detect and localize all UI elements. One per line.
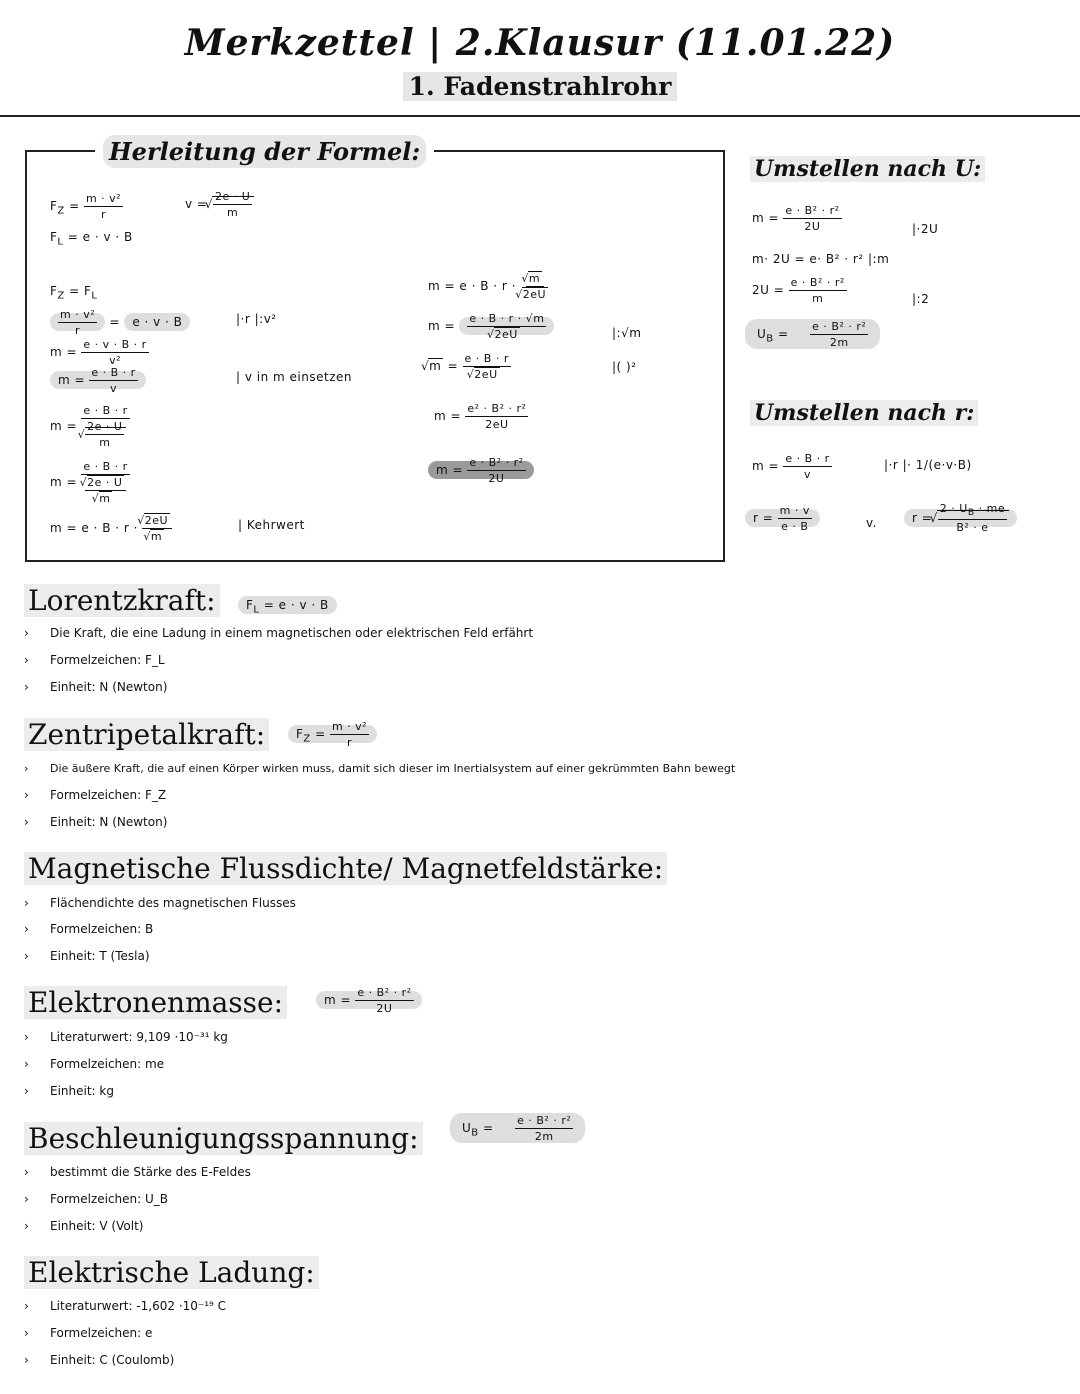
solve-r-result1: r = $\frac{m \cdot v}{e \cdot B}$ xyxy=(745,504,820,533)
solve-r-title: Umstellen nach r: xyxy=(750,400,978,426)
derivation-title: Herleitung der Formel: xyxy=(95,137,434,166)
formula-fz-fl: $F_Z = F_L$ xyxy=(50,284,98,302)
spannung-bullet-2: › Formelzeichen: U_B xyxy=(24,1192,169,1206)
solve-u-step1: m = $\frac{\text{e · B² · r²}}{2U}$ xyxy=(752,204,840,233)
formula-step4: m = e · B · r √ $\frac{2e \cdot U}{m}$ xyxy=(50,404,130,449)
ladung-bullet-2: › Formelzeichen: e xyxy=(24,1326,153,1340)
section-lorentz-title: Lorentzkraft: xyxy=(24,584,220,617)
page-subtitle: 1. Fadenstrahlrohr xyxy=(0,72,1080,101)
masse-bullet-2: › Formelzeichen: me xyxy=(24,1057,165,1071)
spannung-bullet-3: › Einheit: V (Volt) xyxy=(24,1219,144,1233)
zentripetal-bullet-1: › Die äußere Kraft, die auf einen Körper wirken muss, damit sich dieser im Inertialsystem auf einer gekrümmten Bahn bewegt xyxy=(24,762,736,775)
formula-step1: $\frac{\text{m · v²}}{r}$ = e · v · B xyxy=(50,308,190,337)
zentripetal-bullet-2: › Formelzeichen: F_Z xyxy=(24,788,167,802)
formula-step7: m = e · B · r · √ m √ 2eU xyxy=(428,272,550,301)
section-zentripetal-formula: $F_Z$ = $\frac{\text{m · v²}}{r}$ xyxy=(288,720,377,749)
solve-r-step1: m = $\frac{e \cdot B \cdot r}{v}$ xyxy=(752,452,830,481)
section-lorentz-formula: $F_L = e \cdot v \cdot B$ xyxy=(238,598,337,615)
lorentz-bullet-2: › Formelzeichen: F_L xyxy=(24,653,165,667)
note-insert: | v in m einsetzen xyxy=(236,370,352,384)
formula-v: v = √ $\frac{2e \cdot U}{m}$ xyxy=(185,190,254,219)
fluss-bullet-2: › Formelzeichen: B xyxy=(24,922,154,936)
formula-step8: m = e · B · r · √m √ 2eU xyxy=(428,312,554,341)
note-kehrwert: | Kehrwert xyxy=(238,518,305,532)
lorentz-bullet-3: › Einheit: N (Newton) xyxy=(24,680,168,694)
spannung-bullet-1: › bestimmt die Stärke des E-Feldes xyxy=(24,1165,251,1179)
solve-u-step2: m· 2U = e· B² · r² |:m xyxy=(752,252,890,266)
section-ladung-title: Elektrische Ladung: xyxy=(24,1256,319,1289)
zentripetal-bullet-3: › Einheit: N (Newton) xyxy=(24,815,168,829)
formula-step5: m = e · B · r √ 2e · U √ m xyxy=(50,460,130,505)
solve-r-or: v. xyxy=(866,516,877,530)
fluss-bullet-1: › Flächendichte des magnetischen Flusses xyxy=(24,896,296,910)
solve-u-note3: |:2 xyxy=(912,292,930,306)
formula-fz: $F_Z$ = $\frac{\text{m · v²}}{r}$ xyxy=(50,192,122,221)
solve-u-step3: 2U = $\frac{\text{e · B² · r²}}{m}$ xyxy=(752,276,845,305)
solve-u-note1: |·2U xyxy=(912,222,939,236)
masse-bullet-1: › Literaturwert: 9,109 ·10⁻³¹ kg xyxy=(24,1030,228,1044)
note-lr: |·r |:v² xyxy=(236,312,277,326)
section-fluss-title: Magnetische Flussdichte/ Magnetfeldstärke: xyxy=(24,852,667,885)
lorentz-bullet-1: › Die Kraft, die eine Ladung in einem magnetischen oder elektrischen Feld erfährt xyxy=(24,626,534,640)
solve-u-result: $U_B$ = $\frac{\text{e · B² · r²}}{2m}$ xyxy=(745,320,880,349)
masse-bullet-3: › Einheit: kg xyxy=(24,1084,114,1098)
ladung-bullet-3: › Einheit: C (Coulomb) xyxy=(24,1353,175,1367)
note-square: |( )² xyxy=(612,360,637,374)
formula-result: m = $\frac{\text{e · B² · r²}}{2U}$ xyxy=(428,456,534,485)
ladung-bullet-1: › Literaturwert: -1,602 ·10⁻¹⁹ C xyxy=(24,1299,227,1313)
formula-step2: m = $\frac{e \cdot v \cdot B \cdot r}{\text{v²}}$ xyxy=(50,338,147,367)
formula-step10: m = $\frac{\text{e² · B² · r²}}{2eU}$ xyxy=(434,402,527,431)
page-title: Merkzettel | 2.Klausur (11.01.22) xyxy=(184,22,896,64)
formula-fl: $F_L = e \cdot v \cdot B$ xyxy=(50,230,133,248)
note-sqrtm: |:√m xyxy=(612,326,642,340)
solve-u-title: Umstellen nach U: xyxy=(750,156,985,182)
fluss-bullet-3: › Einheit: T (Tesla) xyxy=(24,949,150,963)
solve-r-result2: r = √ $\frac{2 \cdot U_B \cdot me}{\text{B² · e}}$ xyxy=(904,502,1017,534)
formula-step3: m = $\frac{e \cdot B \cdot r}{v}$ xyxy=(50,366,146,395)
header-divider xyxy=(0,115,1080,117)
formula-step6: m = e · B · r · √ 2eU √ m xyxy=(50,514,172,543)
section-zentripetal-title: Zentripetalkraft: xyxy=(24,718,269,751)
solve-r-note: |·r |· 1/(e·v·B) xyxy=(884,458,972,472)
section-masse-title: Elektronenmasse: xyxy=(24,986,287,1019)
section-spannung-formula: $U_B$ = $\frac{\text{e · B² · r²}}{2m}$ xyxy=(450,1114,585,1143)
section-masse-formula: m = $\frac{\text{e · B² · r²}}{2U}$ xyxy=(316,986,422,1015)
formula-step9: √ m = e · B · r √ 2eU xyxy=(428,352,511,381)
section-spannung-title: Beschleunigungsspannung: xyxy=(24,1122,423,1155)
